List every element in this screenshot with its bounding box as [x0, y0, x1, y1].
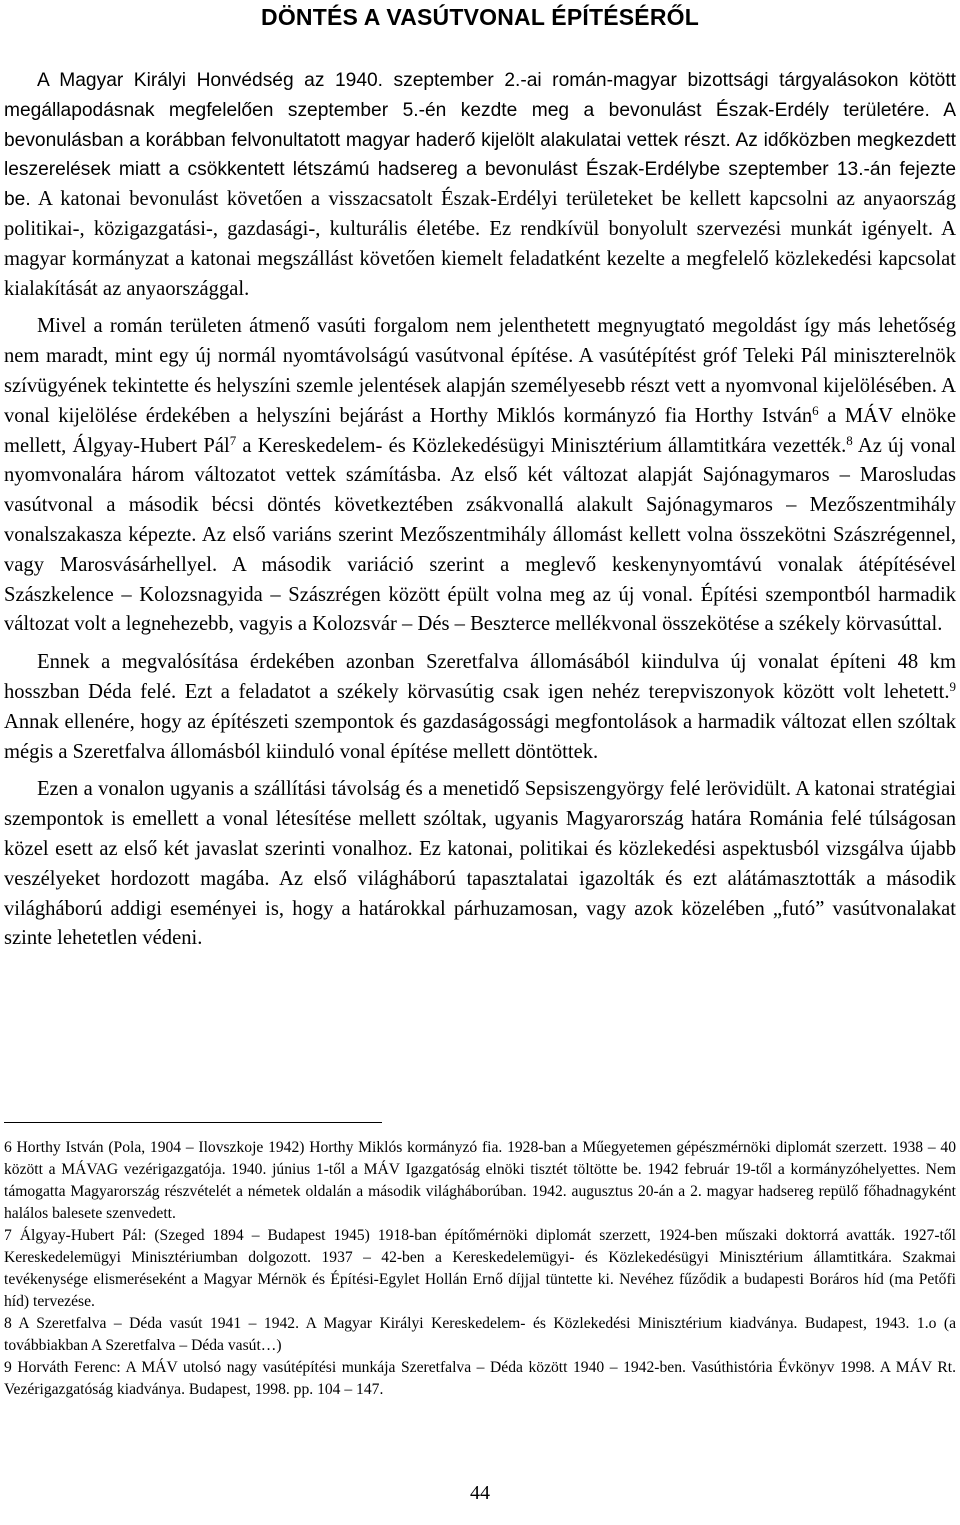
footnote-ref-9[interactable]: 9 [949, 678, 956, 694]
paragraph-2-text-d: Az új vonal nyomvonalára három változatot vettek számításba. Az első két változat alapját Sajónagymaros – Marosludas vasútvonal a második bécsi döntés következtében zsákvonallá alakult Sajónagymaros – Mezőszentmihály vonalszakasza képezte. Az első variáns szerint Mezőszentmihály állomást kellett volna összekötni Szászrégennel, vagy Marosvásárhellyel. A második variáció szerint a meglevő keskenynyomtávú vonalak átépítésével Szászkelence – Kolozsnagyida – Szászrégen között épült volna meg az új vonal. Építési szempontból harmadik változat volt a legnehezebb, vagyis a Kolozsvár – Dés – Beszterce mellékvonal összekötése a székely körvasúttal. [4, 434, 957, 636]
footnote-8: 8 A Szeretfalva – Déda vasút 1941 – 1942. A Magyar Királyi Kereskedelem- és Közlekedési Minisztérium kiadványa. Budapest, 1943. 1.o (a továbbiakban A Szeretfalva – Déda vasút…) [4, 1315, 956, 1354]
paragraph-3-text-b: Annak ellenére, hogy az építészeti szempontok és gazdaságossági megfontolások a harmadik változat ellen szóltak mégis a Szeretfalva állomásból kiinduló vonal építése mellett döntöttek. [4, 710, 956, 763]
footnote-ref-7[interactable]: 7 [229, 432, 237, 448]
paragraph-2-text-c: a Kereskedelem- és Közlekedésügyi Minisztérium államtitkára vezették. [236, 434, 847, 457]
footnote-9: 9 Horváth Ferenc: A MÁV utolsó nagy vasútépítési munkája Szeretfalva – Déda között 1940 – 1942-ben. Vasúthistória Évkönyv 1998. A MÁV Rt. Vezérigazgatóság kiadványa. Budapest, 1998. pp. 104 – 147. [4, 1359, 956, 1398]
paragraph-2 [4, 312, 956, 640]
paragraph-1-sans-text: A Magyar Királyi Honvédség az 1940. szeptember 2.-ai román-magyar bizottsági tárgyalásokon kötött megállapodásnak megfelelően szeptember 5.-én kezdte meg a bevonulást Észak-Erdély területére. A bevonulásban a korábban felvonultatott magyar haderő kijelölt alakulatai vettek részt. Az időközben megkezdett leszerelések miatt a csökkentett létszámú hadsereg a bevonulást Észak-Erdélybe szeptember 13.-án fejezte be. [4, 70, 956, 211]
paragraph-2-text-a: Mivel a román területen átmenő vasúti forgalom nem jelenthetett megnyugtató megoldást így más lehetőség nem maradt, mint egy új normál nyomtávolságú vasútvonal építése. A vasútépítést gróf Teleki Pál miniszterelnök szívügyének tekintette és helyszíni szemle jelentések alapján személyesebb részt vett a nyomvonal kijelölésében. A vonal kijelölése érdekében a helyszíni bejárást a Horthy Miklós kormányzó fia Horthy István [4, 315, 956, 427]
body-text [4, 66, 956, 954]
paragraph-1-serif-text: A katonai bevonulást követően a visszacsatolt Észak-Erdélyi területeket be kellett kapcsolni az anyaország politikai-, közigazgatási-, gazdasági-, kulturális életébe. Ez rendkívül bonyolult szervezési munkát igényelt. A magyar kormányzat a katonai megszállást követően kiemelt feladatként kezelte a megfelelő közlekedési kapcsolat kialakítását az anyaországgal. [4, 188, 956, 300]
paragraph-4: Ezen a vonalon ugyanis a szállítási távolság és a menetidő Sepsiszengyörgy felé lerövidült. A katonai stratégiai szempontok is emellett a vonal létesítése mellett szóltak, ugyanis Magyarország határa Románia felé túlságosan közel esett az első két javaslat szerinti vonalhoz. Ez katonai, politikai és közlekedési aspektusból vizsgálva újabb veszélyeket hordozott magába. Az első világháború tapasztalatai igazolták és ezt alátámasztották a második világháború addigi eseményei is, hogy a határokkal párhuzamosan, vagy azok közelében „futó” vasútvonalakat szinte lehetetlen védeni. [4, 778, 956, 950]
footnote-7: 7 Álgyay-Hubert Pál: (Szeged 1894 – Budapest 1945) 1918-ban építőmérnöki diplomát szerzett, 1924-ben műszaki doktorrá avatták. 1927-től Kereskedelemügyi Minisztériumban dolgozott. 1937 – 42-ben a Kereskedelemügyi- és Közlekedésügyi Minisztérium államtitkára. Szakmai tevékenysége elismeréseként a Magyar Mérnök és Építési-Egylet Hollán Ernő díjjal tüntette ki. Nevéhez fűződik a budapesti Boráros híd (ma Petőfi híd) tervezése. [4, 1227, 956, 1310]
paragraph-3-text-a: Ennek a megvalósítása érdekében azonban Szeretfalva állomásából kiindulva új vonalat építeni 48 km hosszban Déda felé. Ezt a feladatot a székely körvasútig csak igen nehéz terepviszonyok között volt lehetett. [4, 651, 956, 703]
footnote-6: 6 Horthy István (Pola, 1904 – Ilovszkoje 1942) Horthy Miklós kormányzó fia. 1928-ban a Műegyetemen gépészmérnöki diplomát szerzett. 1938 – 40 között a MÁVAG vezérigazgatója. 1940. június 1-től a MÁV Igazgatóság elnöki tisztét töltötte be. 1942 február 19-től a kormányzóhelyettes. Nem támogatta Magyarország részvételét a németek oldalán a második világháborúban. 1942. augusztus 20-án a 2. magyar hadsereg repülő főhadnagyként halálos balesete szenvedett. [4, 1139, 956, 1222]
paragraph-2-text-b: a MÁV elnöke mellett, Álgyay-Hubert Pál [4, 404, 956, 457]
footnote-ref-6[interactable]: 6 [812, 402, 819, 418]
page-number: 44 [470, 1482, 490, 1504]
paragraph-1 [4, 66, 956, 304]
page-title: DÖNTÉS A VASÚTVONAL ÉPÍTÉSÉRŐL [261, 4, 699, 30]
paragraph-3 [4, 648, 956, 767]
footnote-ref-8[interactable]: 8 [846, 432, 853, 448]
footnotes [4, 1137, 956, 1401]
footnote-divider [4, 1122, 382, 1123]
